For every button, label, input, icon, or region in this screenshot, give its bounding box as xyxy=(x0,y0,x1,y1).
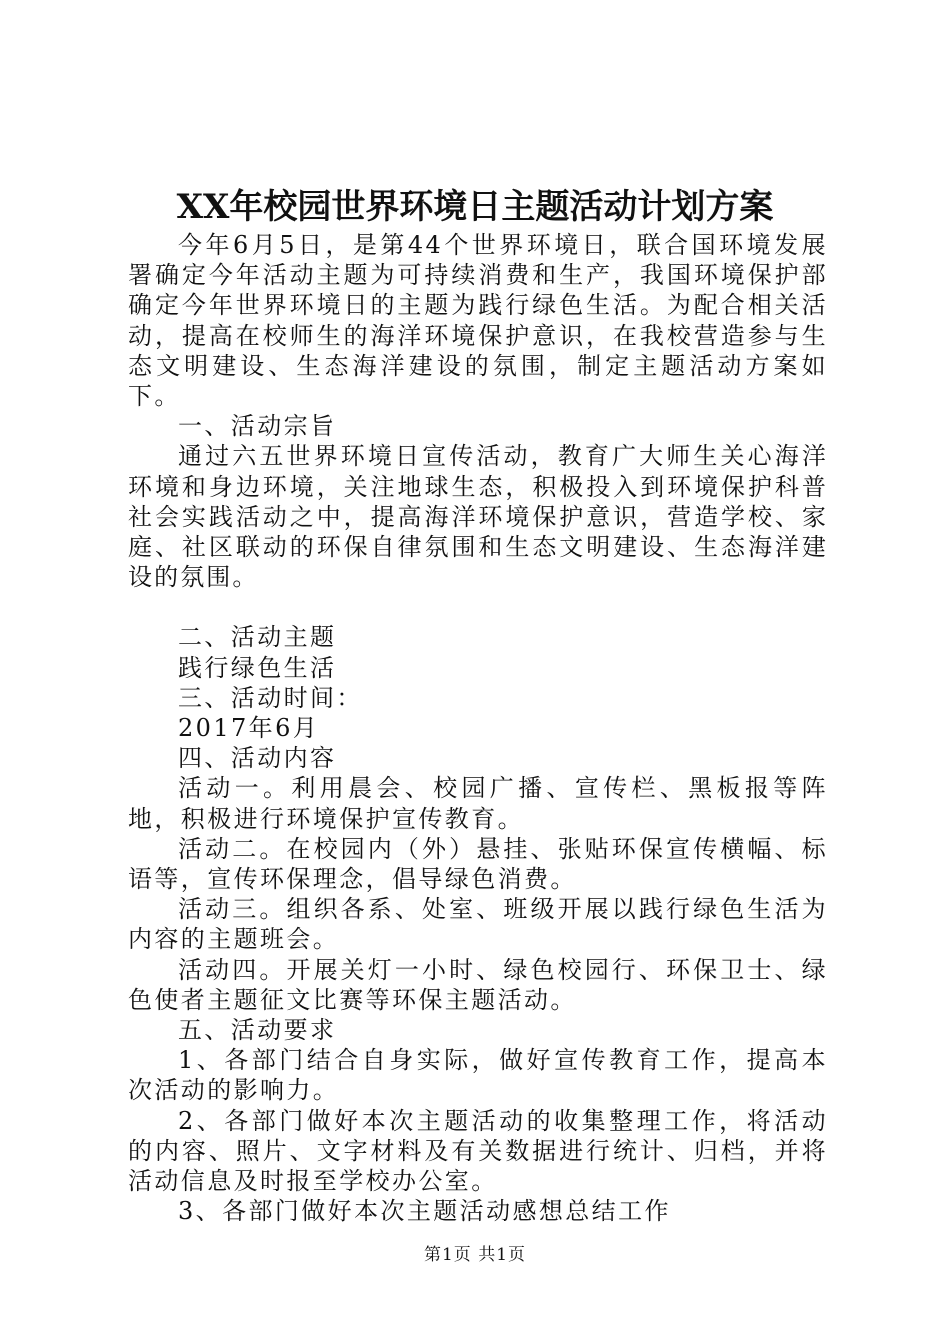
document-title: XX年校园世界环境日主题活动计划方案 xyxy=(176,187,774,227)
document-body xyxy=(128,230,828,1227)
section-heading: 三、活动时间： xyxy=(178,683,363,712)
requirement-item: 2、各部门做好本次主题活动的收集整理工作，将活动的内容、照片、文字材料及有关数据进行统计、归档，并将活动信息及时报至学校办公室。 xyxy=(128,1106,828,1196)
requirement-item: 3、各部门做好本次主题活动感想总结工作 xyxy=(178,1197,671,1226)
requirement-item: 1、各部门结合自身实际，做好宣传教育工作，提高本次活动的影响力。 xyxy=(128,1046,828,1105)
activity-item: 活动四。开展关灯一小时、绿色校园行、环保卫士、绿色使者主题征文比赛等环保主题活动。 xyxy=(128,955,828,1014)
intro-paragraph: 今年6月5日，是第44个世界环境日，联合国环境发展署确定今年活动主题为可持续消费和生产，我国环境保护部确定今年世界环境日的主题为践行绿色生活。为配合相关活动，提高在校师生的海洋环境保护意识，在我校营造参与生态文明建设、生态海洋建设的氛围，制定主题活动方案如下。 xyxy=(128,231,828,411)
activity-item: 活动三。组织各系、处室、班级开展以践行绿色生活为内容的主题班会。 xyxy=(128,895,828,954)
purpose-paragraph: 通过六五世界环境日宣传活动，教育广大师生关心海洋环境和身边环境，关注地球生态，积极投入到环境保护科普社会实践活动之中，提高海洋环境保护意识，营造学校、家庭、社区联动的环保自律氛围和生态文明建设、生态海洋建设的氛围。 xyxy=(128,442,828,592)
page-footer: 第1页 共1页 xyxy=(423,1245,527,1265)
section-heading: 四、活动内容 xyxy=(178,744,337,773)
theme-paragraph: 践行绿色生活 xyxy=(178,653,337,682)
activity-item: 活动二。在校园内（外）悬挂、张贴环保宣传横幅、标语等，宣传环保理念，倡导绿色消费。 xyxy=(128,834,828,894)
section-heading: 二、活动主题 xyxy=(178,623,337,652)
section-heading: 一、活动宗旨 xyxy=(178,412,337,441)
blank-line xyxy=(128,592,828,622)
time-paragraph: 2017年6月 xyxy=(178,714,320,743)
section-heading: 五、活动要求 xyxy=(178,1016,337,1045)
activity-item: 活动一。利用晨会、校园广播、宣传栏、黑板报等阵地，积极进行环境保护宣传教育。 xyxy=(128,774,828,833)
